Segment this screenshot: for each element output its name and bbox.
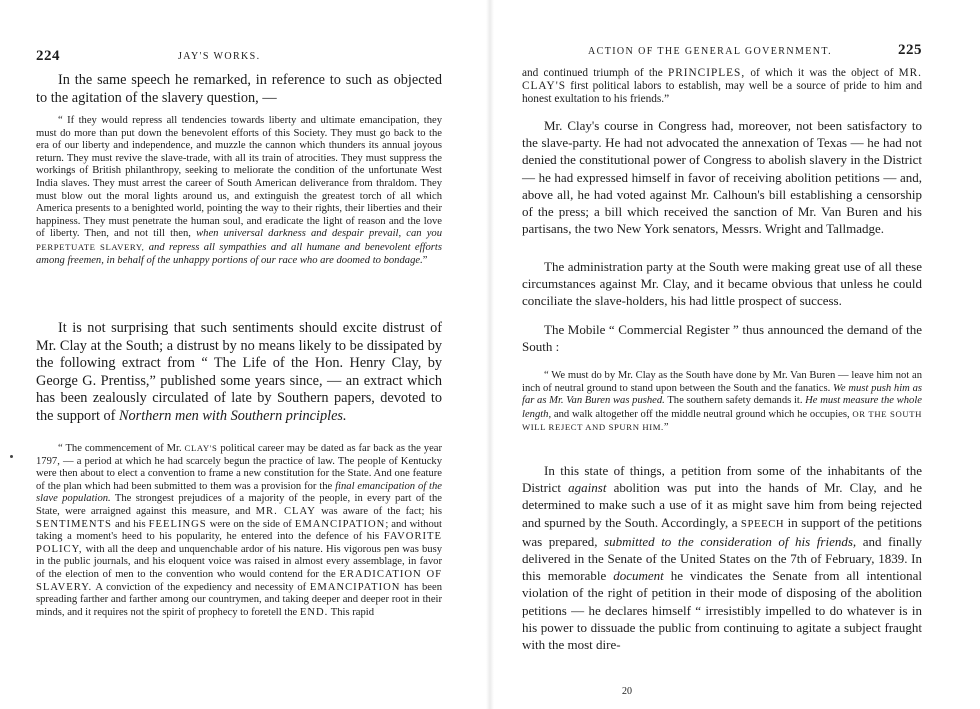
paragraph-administration: The administration party at the South were making great use of all these circumstances against Mr. Clay, and it became obvious that unless he could conciliate the slave-holders, his had little prospect of success. bbox=[522, 259, 922, 309]
left-running-head: JAY'S WORKS. bbox=[178, 51, 261, 62]
block-quote-speech: “ If they would repress all tendencies towards liberty and ultimate emancipation, they must do more than put down the benevolent efforts of this Society. They must go back to the era of our liberty and independence, and muzzle the cannon which thunders its annual joyous return. They must revive the slave-trade, with all its train of atrocities. They must suppress the workings of British philanthropy, seeking to meliorate the condition of the unfortunate West India slaves. They must arrest the career of South American deliverance from thraldom. They must blow out the moral lights around us, and extinguish the greatest torch of all which America presents to a benighted world, pointing the way to their rights, their liberties and their happiness. They must penetrate the human soul, and eradicate the light of reason and the love of liberty. Then, and not till then, when universal darkness and despair prevail, can you PERPETUATE SLAVERY, and repress all sympathies and all humane and benevolent efforts among freemen, in behalf of the unhappy portions of our race who are doomed to bondage.” bbox=[36, 115, 442, 266]
page-number: 225 bbox=[898, 42, 922, 58]
block-quote-register: “ We must do by Mr. Clay as the South have done by Mr. Van Buren — leave him not an inch of neutral ground to stand upon between the South and the fanatics. We must push him as far as Mr. Van Buren was pushed. The southern safety demands it. He must measure the whole length, and walk altogether off the middle neutral ground which he occupies, OR THE SOUTH WILL REJECT AND SPURN HIM.” bbox=[522, 370, 923, 434]
paragraph-congress: Mr. Clay's course in Congress had, moreover, not been satisfactory to the slave-party. He had not advocated the annexation of Texas — he had not denied the constitutional power of Congress to abolish slavery in the District — he had expressed himself in favor of receiving abolition petitions — and, above all, he had voted against Mr. Calhoun's bill establishing a censorship of the press; a bill which received the sanction of Mr. Van Buren and his partisans, the two New York senators, Messrs. Wright and Tallmadge. bbox=[522, 118, 922, 237]
signature-mark: 20 bbox=[622, 686, 632, 697]
quote-continuation: and continued triumph of the PRINCIPLES, of which it was the object of MR. CLAY'S first political labors to establish, may well be a source of pride to him and honest exultation to his friends.” bbox=[522, 67, 922, 106]
intro-paragraph: In the same speech he remarked, in reference to such as objected to the agitation of the slavery question, — bbox=[36, 72, 442, 106]
right-folio bbox=[898, 42, 922, 59]
paragraph-petition: In this state of things, a petition from some of the inhabitants of the District against abolition was put into the hands of Mr. Clay, and he determined to make such a use of it as might save him from being rejected and spurned by the South. Accordingly, a SPEECH in support of the petitions was prepared, submitted to the consideration of his friends, and finally delivered in the Senate of the United States on the 7th of February, 1839. In this memorable document he vindicates the Senate from all intentional violation of the right of petition in their mode of disposing of the abolition petitions — he declares himself “ irresistibly impelled to do whatever is in his power to dissuade the public from continuing to agitate a subject fraught with the most dire- bbox=[522, 463, 923, 653]
page-number: 224 bbox=[36, 48, 60, 64]
right-running-head: ACTION OF THE GENERAL GOVERNMENT. bbox=[588, 46, 833, 57]
right-page bbox=[490, 0, 980, 709]
left-folio bbox=[36, 48, 60, 65]
print-speck bbox=[10, 455, 13, 458]
block-quote-prentiss: “ The commencement of Mr. CLAY'S political career may be dated as far back as the year 1797, — a period at which he had scarcely begun the practice of law. The people of Kentucky were then about to elect a convention to frame a new constitution for the State. And one feature of the plan which had been submitted to them was a provision for the final emancipation of the slave population. The strongest prejudices of a majority of the people, in every part of the State, were arraigned against this measure, and MR. CLAY was aware of the fact; his SENTIMENTS and his FEELINGS were on the side of EMANCIPATION; and without taking a moment's heed to his popularity, he entered into the defence of his FAVORITE POLICY, with all the deep and unquenchable ardor of his nature. His vigorous pen was busy in the public journals, and his eloquent voice was raised in almost every assemblage, in favor of the election of men to the convention who would contend for the ERADICATION OF SLAVERY. A conviction of the expediency and necessity of EMANCIPATION has been spreading farther and farther among our countrymen, and taking deeper and deeper root in their minds, and it requires not the spirit of prophecy to foretell the END. This rapid bbox=[36, 443, 443, 618]
paragraph-distrust: It is not surprising that such sentiments should excite distrust of Mr. Clay at the South; a distrust by no means likely to be dissipated by the following extract from “ The Life of the Hon. Henry Clay, by George G. Prentiss,” published some years since, — an extract which has been zealously circulated of late by Southern papers, devoted to the support of Northern men with Southern principles. bbox=[36, 320, 442, 424]
paragraph-mobile-register: The Mobile “ Commercial Register ” thus announced the demand of the South : bbox=[522, 322, 922, 355]
